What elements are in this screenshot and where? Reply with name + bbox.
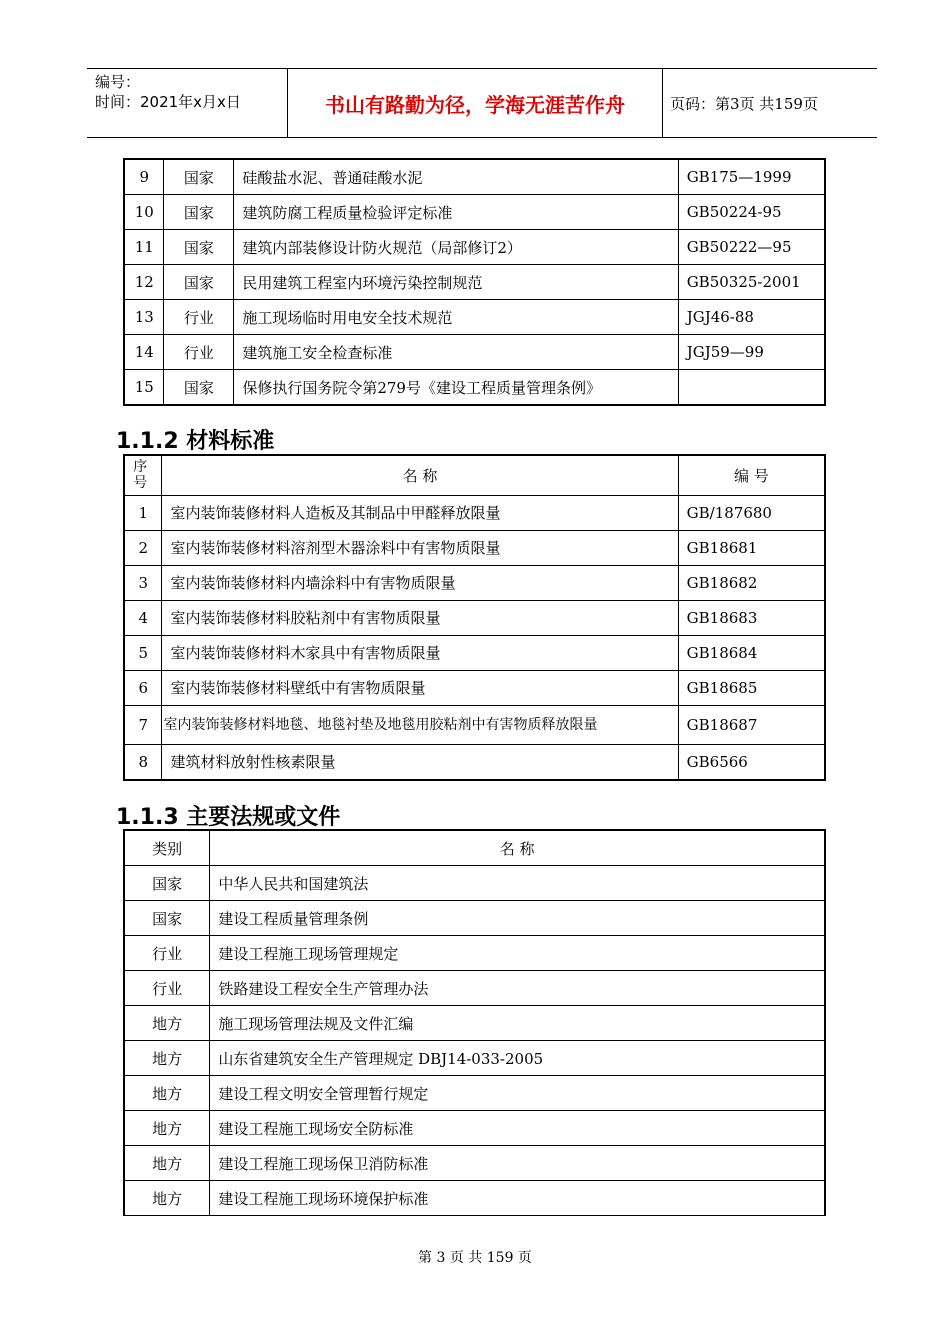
row-code bbox=[678, 370, 825, 406]
row-type: 国家 bbox=[124, 901, 210, 936]
row-name: 建设工程质量管理条例 bbox=[210, 901, 825, 936]
row-name: 室内装饰装修材料壁纸中有害物质限量 bbox=[162, 670, 678, 705]
table-row bbox=[124, 600, 825, 635]
header-motto: 书山有路勤为径，学海无涯苦作舟 bbox=[287, 69, 663, 137]
row-name: 室内装饰装修材料人造板及其制品中甲醛释放限量 bbox=[162, 495, 678, 530]
row-number: 13 bbox=[124, 300, 164, 335]
table-row bbox=[124, 705, 825, 744]
header-page-label: 页码：第3页 共159页 bbox=[670, 94, 818, 113]
row-code: JGJ59—99 bbox=[678, 335, 825, 370]
table-row bbox=[124, 565, 825, 600]
header-meta bbox=[87, 69, 287, 137]
header-type: 类别 bbox=[124, 830, 210, 866]
table-row bbox=[124, 971, 825, 1006]
row-code: GB18687 bbox=[678, 705, 825, 744]
row-name: 建筑内部装修设计防火规范（局部修订2） bbox=[234, 230, 678, 265]
time-label: 时间：2021年x月x日 bbox=[95, 93, 241, 111]
table-row bbox=[124, 370, 825, 406]
row-code: GB6566 bbox=[678, 744, 825, 780]
row-level: 国家 bbox=[164, 370, 234, 406]
row-level: 国家 bbox=[164, 230, 234, 265]
row-number: 2 bbox=[124, 530, 162, 565]
row-number: 14 bbox=[124, 335, 164, 370]
row-code: GB18682 bbox=[678, 565, 825, 600]
row-code: GB/187680 bbox=[678, 495, 825, 530]
row-number: 10 bbox=[124, 195, 164, 230]
row-type: 地方 bbox=[124, 1041, 210, 1076]
row-number: 6 bbox=[124, 670, 162, 705]
table-row bbox=[124, 495, 825, 530]
row-number: 11 bbox=[124, 230, 164, 265]
row-name: 施工现场管理法规及文件汇编 bbox=[210, 1006, 825, 1041]
row-type: 地方 bbox=[124, 1146, 210, 1181]
row-name: 建设工程施工现场保卫消防标准 bbox=[210, 1146, 825, 1181]
row-name: 硅酸盐水泥、普通硅酸水泥 bbox=[234, 159, 678, 195]
row-number: 15 bbox=[124, 370, 164, 406]
row-number: 8 bbox=[124, 744, 162, 780]
row-type: 地方 bbox=[124, 1006, 210, 1041]
row-level: 国家 bbox=[164, 195, 234, 230]
page-footer: 第 3 页 共 159 页 bbox=[418, 1250, 532, 1266]
row-name: 中华人民共和国建筑法 bbox=[210, 866, 825, 901]
table-row bbox=[124, 335, 825, 370]
row-name: 山东省建筑安全生产管理规定 DBJ14-033-2005 bbox=[210, 1041, 825, 1076]
regulations-table bbox=[123, 829, 826, 1216]
table-row bbox=[124, 936, 825, 971]
table-row bbox=[124, 1181, 825, 1216]
row-level: 国家 bbox=[164, 265, 234, 300]
table-row bbox=[124, 635, 825, 670]
table-row bbox=[124, 1076, 825, 1111]
row-code: GB50325-2001 bbox=[678, 265, 825, 300]
row-name: 施工现场临时用电安全技术规范 bbox=[234, 300, 678, 335]
table-row bbox=[124, 300, 825, 335]
row-name: 室内装饰装修材料地毯、地毯衬垫及地毯用胶粘剂中有害物质释放限量 bbox=[162, 705, 678, 744]
row-type: 行业 bbox=[124, 971, 210, 1006]
row-type: 行业 bbox=[124, 936, 210, 971]
row-name: 建筑材料放射性核素限量 bbox=[162, 744, 678, 780]
table-row bbox=[124, 530, 825, 565]
row-code: GB175—1999 bbox=[678, 159, 825, 195]
header-code: 编 号 bbox=[678, 455, 825, 495]
row-name: 铁路建设工程安全生产管理办法 bbox=[210, 971, 825, 1006]
row-name: 保修执行国务院令第279号《建设工程质量管理条例》 bbox=[234, 370, 678, 406]
table-row bbox=[124, 195, 825, 230]
row-name: 民用建筑工程室内环境污染控制规范 bbox=[234, 265, 678, 300]
row-code: GB18681 bbox=[678, 530, 825, 565]
standards-table bbox=[123, 158, 826, 406]
row-name: 建筑施工安全检查标准 bbox=[234, 335, 678, 370]
row-level: 国家 bbox=[164, 159, 234, 195]
table-row bbox=[124, 866, 825, 901]
row-type: 地方 bbox=[124, 1076, 210, 1111]
row-number: 3 bbox=[124, 565, 162, 600]
row-name: 建筑防腐工程质量检验评定标准 bbox=[234, 195, 678, 230]
row-code: JGJ46-88 bbox=[678, 300, 825, 335]
row-code: GB50222—95 bbox=[678, 230, 825, 265]
header-no: 序号 bbox=[124, 455, 162, 495]
table-row bbox=[124, 901, 825, 936]
row-number: 1 bbox=[124, 495, 162, 530]
table-row bbox=[124, 159, 825, 195]
row-name: 室内装饰装修材料溶剂型木器涂料中有害物质限量 bbox=[162, 530, 678, 565]
row-name: 建设工程施工现场安全防标准 bbox=[210, 1111, 825, 1146]
row-type: 地方 bbox=[124, 1111, 210, 1146]
row-level: 行业 bbox=[164, 335, 234, 370]
table-row bbox=[124, 265, 825, 300]
row-number: 5 bbox=[124, 635, 162, 670]
row-number: 4 bbox=[124, 600, 162, 635]
table-row bbox=[124, 1111, 825, 1146]
table-row bbox=[124, 744, 825, 780]
row-name: 建设工程文明安全管理暂行规定 bbox=[210, 1076, 825, 1111]
section-title-regulations: 1.1.3 主要法规或文件 bbox=[116, 805, 341, 830]
header-name: 名 称 bbox=[162, 455, 678, 495]
row-name: 建设工程施工现场环境保护标准 bbox=[210, 1181, 825, 1216]
table-row bbox=[124, 670, 825, 705]
row-number: 9 bbox=[124, 159, 164, 195]
row-number: 7 bbox=[124, 705, 162, 744]
row-name: 室内装饰装修材料内墙涂料中有害物质限量 bbox=[162, 565, 678, 600]
row-code: GB18685 bbox=[678, 670, 825, 705]
row-name: 建设工程施工现场管理规定 bbox=[210, 936, 825, 971]
code-label: 编号： bbox=[95, 73, 141, 91]
row-code: GB50224-95 bbox=[678, 195, 825, 230]
row-name: 室内装饰装修材料胶粘剂中有害物质限量 bbox=[162, 600, 678, 635]
page-header bbox=[87, 68, 877, 138]
row-type: 国家 bbox=[124, 866, 210, 901]
row-code: GB18684 bbox=[678, 635, 825, 670]
row-name: 室内装饰装修材料木家具中有害物质限量 bbox=[162, 635, 678, 670]
materials-table bbox=[123, 454, 826, 781]
row-type: 地方 bbox=[124, 1181, 210, 1216]
section-title-materials: 1.1.2 材料标准 bbox=[116, 429, 275, 454]
row-code: GB18683 bbox=[678, 600, 825, 635]
table-row bbox=[124, 1041, 825, 1076]
row-level: 行业 bbox=[164, 300, 234, 335]
table-row bbox=[124, 1146, 825, 1181]
table-row bbox=[124, 230, 825, 265]
header-name: 名 称 bbox=[210, 830, 825, 866]
row-number: 12 bbox=[124, 265, 164, 300]
table-row bbox=[124, 1006, 825, 1041]
